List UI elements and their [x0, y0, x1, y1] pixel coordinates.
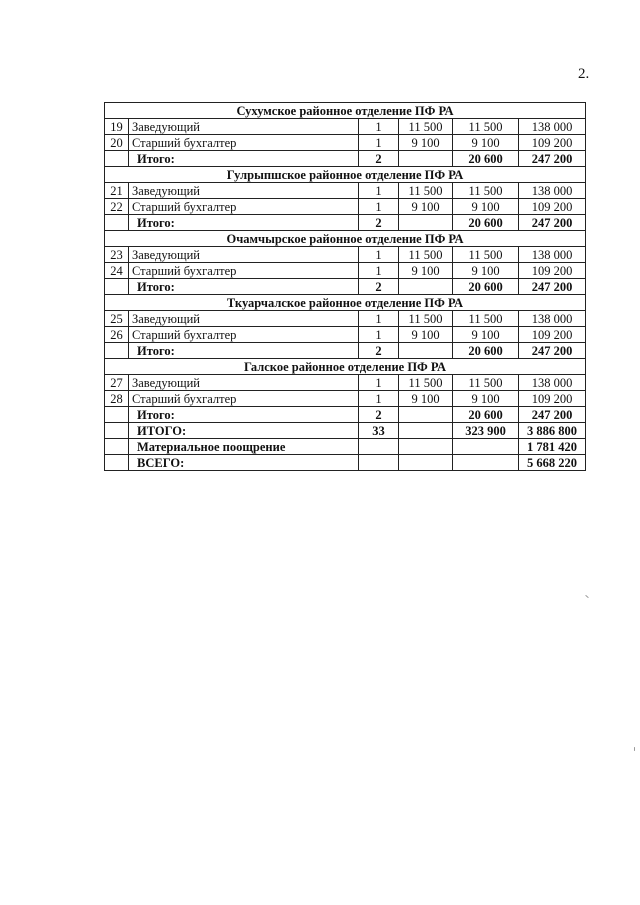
monthly-fund: 9 100 [453, 391, 519, 407]
scan-speck [634, 747, 635, 751]
section-total-row [105, 407, 586, 423]
yearly-fund: 109 200 [519, 199, 586, 215]
total-monthly: 20 600 [453, 151, 519, 167]
salary: 11 500 [399, 375, 453, 391]
empty-cell [105, 343, 129, 359]
staff-count: 1 [359, 311, 399, 327]
monthly-fund: 9 100 [453, 263, 519, 279]
row-number: 28 [105, 391, 129, 407]
section-total-row [105, 343, 586, 359]
row-number: 21 [105, 183, 129, 199]
section-title: Гулрыпшское районное отделение ПФ РА [105, 167, 586, 183]
salary: 11 500 [399, 247, 453, 263]
total-label: Итого: [129, 151, 359, 167]
empty-cell [105, 215, 129, 231]
overall-total-row [105, 455, 586, 471]
grand-total-monthly: 323 900 [453, 423, 519, 439]
total-yearly: 247 200 [519, 215, 586, 231]
total-label: Итого: [129, 343, 359, 359]
salary: 9 100 [399, 391, 453, 407]
row-number: 22 [105, 199, 129, 215]
row-number: 27 [105, 375, 129, 391]
total-monthly: 20 600 [453, 407, 519, 423]
monthly-fund: 11 500 [453, 119, 519, 135]
grand-total-count: 33 [359, 423, 399, 439]
yearly-fund: 138 000 [519, 119, 586, 135]
total-yearly: 247 200 [519, 279, 586, 295]
empty-cell [399, 215, 453, 231]
empty-cell [105, 455, 129, 471]
empty-cell [399, 423, 453, 439]
empty-cell [399, 151, 453, 167]
position-name: Заведующий [129, 183, 359, 199]
section-title: Галское районное отделение ПФ РА [105, 359, 586, 375]
overall-yearly: 5 668 220 [519, 455, 586, 471]
empty-cell [399, 439, 453, 455]
position-name: Заведующий [129, 375, 359, 391]
empty-cell [105, 407, 129, 423]
yearly-fund: 138 000 [519, 311, 586, 327]
empty-cell [399, 279, 453, 295]
yearly-fund: 138 000 [519, 183, 586, 199]
yearly-fund: 109 200 [519, 391, 586, 407]
monthly-fund: 11 500 [453, 183, 519, 199]
row-number: 24 [105, 263, 129, 279]
section-total-row [105, 279, 586, 295]
table-row [105, 199, 586, 215]
row-number: 25 [105, 311, 129, 327]
total-count: 2 [359, 279, 399, 295]
total-count: 2 [359, 151, 399, 167]
total-yearly: 247 200 [519, 343, 586, 359]
section-title: Сухумское районное отделение ПФ РА [105, 103, 586, 119]
incentive-yearly: 1 781 420 [519, 439, 586, 455]
staff-count: 1 [359, 247, 399, 263]
row-number: 26 [105, 327, 129, 343]
yearly-fund: 138 000 [519, 247, 586, 263]
incentive-row [105, 439, 586, 455]
staff-count: 1 [359, 375, 399, 391]
staff-count: 1 [359, 391, 399, 407]
grand-total-yearly: 3 886 800 [519, 423, 586, 439]
overall-label: ВСЕГО: [129, 455, 359, 471]
staff-count: 1 [359, 135, 399, 151]
empty-cell [453, 455, 519, 471]
table-row [105, 247, 586, 263]
monthly-fund: 11 500 [453, 247, 519, 263]
total-label: Итого: [129, 279, 359, 295]
total-monthly: 20 600 [453, 343, 519, 359]
total-count: 2 [359, 407, 399, 423]
table-row [105, 263, 586, 279]
monthly-fund: 11 500 [453, 311, 519, 327]
position-name: Старший бухгалтер [129, 135, 359, 151]
total-count: 2 [359, 215, 399, 231]
incentive-label: Материальное поощрение [129, 439, 359, 455]
table-row [105, 375, 586, 391]
staff-count: 1 [359, 183, 399, 199]
position-name: Заведующий [129, 247, 359, 263]
salary: 9 100 [399, 199, 453, 215]
yearly-fund: 109 200 [519, 327, 586, 343]
section-title: Ткуарчалское районное отделение ПФ РА [105, 295, 586, 311]
section-title: Очамчырское районное отделение ПФ РА [105, 231, 586, 247]
salary: 11 500 [399, 119, 453, 135]
table-row [105, 311, 586, 327]
monthly-fund: 9 100 [453, 199, 519, 215]
staff-count: 1 [359, 327, 399, 343]
empty-cell [359, 455, 399, 471]
salary: 11 500 [399, 311, 453, 327]
empty-cell [105, 151, 129, 167]
empty-cell [105, 279, 129, 295]
salary: 11 500 [399, 183, 453, 199]
section-total-row [105, 151, 586, 167]
empty-cell [359, 439, 399, 455]
grand-total-row [105, 423, 586, 439]
monthly-fund: 9 100 [453, 135, 519, 151]
empty-cell [399, 343, 453, 359]
yearly-fund: 109 200 [519, 263, 586, 279]
total-yearly: 247 200 [519, 407, 586, 423]
table-row [105, 391, 586, 407]
position-name: Заведующий [129, 119, 359, 135]
section-header-row [105, 167, 586, 183]
section-header-row [105, 103, 586, 119]
total-count: 2 [359, 343, 399, 359]
staff-count: 1 [359, 263, 399, 279]
staff-count: 1 [359, 199, 399, 215]
table-row [105, 135, 586, 151]
position-name: Старший бухгалтер [129, 327, 359, 343]
salary: 9 100 [399, 135, 453, 151]
page-number: 2. [578, 66, 590, 82]
total-label: Итого: [129, 407, 359, 423]
section-header-row [105, 231, 586, 247]
table-body [105, 103, 586, 471]
salary: 9 100 [399, 327, 453, 343]
empty-cell [399, 407, 453, 423]
total-monthly: 20 600 [453, 215, 519, 231]
yearly-fund: 138 000 [519, 375, 586, 391]
empty-cell [453, 439, 519, 455]
position-name: Старший бухгалтер [129, 263, 359, 279]
position-name: Заведующий [129, 311, 359, 327]
salary: 9 100 [399, 263, 453, 279]
row-number: 20 [105, 135, 129, 151]
total-yearly: 247 200 [519, 151, 586, 167]
staff-table [104, 102, 586, 471]
table-row [105, 119, 586, 135]
section-header-row [105, 295, 586, 311]
total-label: Итого: [129, 215, 359, 231]
table-row [105, 183, 586, 199]
table-row [105, 327, 586, 343]
row-number: 19 [105, 119, 129, 135]
grand-total-label: ИТОГО: [129, 423, 359, 439]
position-name: Старший бухгалтер [129, 391, 359, 407]
section-header-row [105, 359, 586, 375]
row-number: 23 [105, 247, 129, 263]
total-monthly: 20 600 [453, 279, 519, 295]
section-total-row [105, 215, 586, 231]
empty-cell [399, 455, 453, 471]
empty-cell [105, 439, 129, 455]
yearly-fund: 109 200 [519, 135, 586, 151]
scan-speck [585, 595, 589, 598]
monthly-fund: 9 100 [453, 327, 519, 343]
staff-count: 1 [359, 119, 399, 135]
empty-cell [105, 423, 129, 439]
monthly-fund: 11 500 [453, 375, 519, 391]
position-name: Старший бухгалтер [129, 199, 359, 215]
